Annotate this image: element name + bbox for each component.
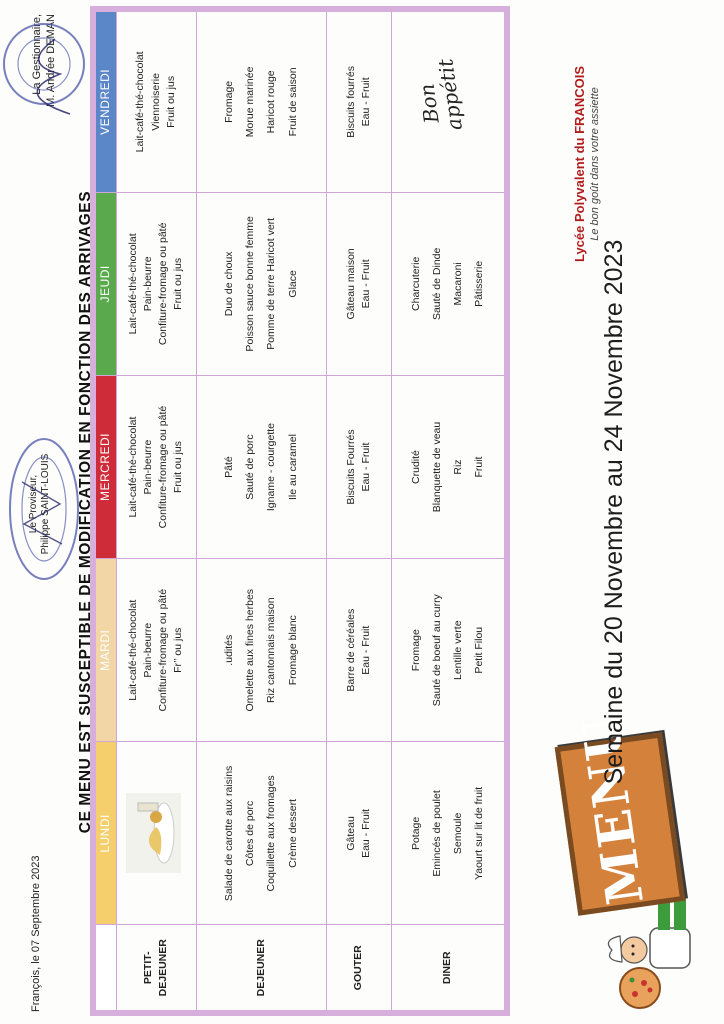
menu-item: Fruit de saison (286, 67, 299, 137)
day-header-jeudi: JEUDI (93, 192, 116, 375)
menu-item: Glace (286, 270, 299, 298)
menu-item: Barre de céréales (344, 608, 357, 692)
menu-item: Fruit (473, 456, 486, 478)
menu-cell (392, 742, 507, 925)
menu-item: Pâté (222, 456, 235, 478)
menu-item: Yaourt sur lit de fruit (473, 786, 486, 880)
table-row (392, 9, 507, 1013)
day-header-mardi: MARDI (93, 559, 116, 742)
menu-item: Eau - Fruit (359, 808, 372, 858)
gestionnaire-name: M. Andrée DEMAN (45, 14, 57, 107)
menu-item: Fromage blanc (286, 615, 299, 686)
proviseur-title: Le Proviseur, (28, 474, 39, 534)
table-row (326, 9, 391, 1013)
menu-cell (196, 192, 326, 375)
menu-item: Pomme de terre Haricot vert (265, 217, 278, 350)
menu-cell (196, 742, 326, 925)
gestionnaire-title: La Gestionnaire, (31, 14, 43, 95)
menu-cell (326, 9, 391, 192)
menu-item: Fromage (409, 629, 422, 672)
menu-item: Coquillette aux fromages (265, 775, 278, 892)
menu-item: Sauté de boeuf au curry (430, 594, 443, 707)
menu-item: Semoule (452, 812, 465, 855)
table-row (196, 9, 326, 1013)
menu-item: Lentille verte (452, 620, 465, 680)
menu-item: Sauté de Dinde (430, 247, 443, 321)
school-name: Lycée Polyvalent du FRANCOIS (572, 66, 587, 263)
school-header (572, 44, 601, 284)
menu-cell (326, 742, 391, 925)
menu-item: Crème dessert (286, 798, 299, 868)
row-label-gouter: GOUTER (326, 925, 391, 1013)
school-stamp-left (4, 434, 84, 584)
menu-item: Lait-café-thé-chocolat (134, 51, 147, 153)
menu-item: Fr’’ ou jus (172, 627, 185, 673)
place-date: François, le 07 Septembre 2023 (30, 855, 42, 1012)
menu-item: Côtes de porc (244, 800, 257, 867)
menu-item: Pâtisserie (473, 260, 486, 307)
menu-item: Emincés de poulet (430, 790, 443, 877)
menu-item: Biscuits fourrés (344, 65, 357, 138)
menu-item: Fruit ou jus (172, 441, 185, 493)
menu-item: Igname - courgette (265, 422, 278, 512)
menu-item: Eau - Fruit (359, 442, 372, 492)
menu-item: Ile au caramel (286, 434, 299, 501)
menu-item: Lait-café-thé-chocolat (126, 416, 139, 518)
menu-item: Eau - Fruit (359, 259, 372, 309)
menu-item: Eau - Fruit (359, 77, 372, 127)
menu-item: Poisson sauce bonne femme (244, 216, 257, 352)
menu-item: Macaroni (452, 262, 465, 306)
menu-item: Potage (409, 816, 422, 851)
menu-item: Fromage (222, 80, 235, 123)
menu-item: Haricot rouge (265, 70, 278, 134)
menu-item: Lait-café-thé-chocolat (126, 599, 139, 701)
menu-item: Charcuterie (409, 256, 422, 311)
menu-item: Blanquette de veau (430, 421, 443, 513)
menu-item: Gâteau maison (344, 248, 357, 320)
bon-appetit-lettering (414, 57, 478, 132)
menu-cell (392, 559, 507, 742)
menu-item: Fruit ou jus (164, 75, 177, 128)
menu-cell (116, 559, 196, 742)
menu-sign-text: MENU (569, 710, 655, 909)
menu-item: Sauté de porc (244, 434, 257, 500)
menu-cell (116, 742, 196, 925)
menu-item: Fruit ou jus (172, 257, 185, 310)
corner-cell (93, 925, 116, 1013)
week-title: Semaine du 20 Novembre au 24 Novembre 2023 (600, 239, 628, 785)
menu-cell (116, 375, 196, 558)
day-header-vendredi: VENDREDI (93, 9, 116, 192)
menu-cell (116, 9, 196, 192)
day-header-mercredi: MERCREDI (93, 375, 116, 558)
menu-item: Riz (452, 459, 465, 475)
bon-appetit-text: Bon appétit (414, 57, 468, 132)
menu-item: Riz cantonnais maison (265, 597, 278, 704)
menu-cell (326, 192, 391, 375)
menu-item: Confiture-fromage ou pâté (157, 222, 170, 346)
menu-item: Confiture-fromage ou pâté (157, 405, 170, 529)
day-header-lundi: LUNDI (93, 742, 116, 925)
row-label-diner: DINER (392, 925, 507, 1013)
menu-item: .udités (222, 634, 235, 666)
menu-item: Duo de choux (222, 251, 235, 317)
breakfast-photo (126, 793, 181, 873)
menu-item: Biscuits Fourrés (344, 429, 357, 505)
day-header-row (93, 9, 116, 1013)
menu-item: Pain-beurre (142, 622, 155, 678)
table-row (116, 9, 196, 1013)
menu-cell (116, 192, 196, 375)
row-label-petit-dejeuner: PETIT-DEJEUNER (116, 925, 196, 1013)
row-label-dejeuner: DEJEUNER (196, 925, 326, 1013)
menu-item: Eau - Fruit (359, 625, 372, 675)
menu-item: Pain-beurre (142, 439, 155, 495)
menu-cell (326, 559, 391, 742)
menu-item: Crudité (409, 450, 422, 484)
menu-cell (392, 192, 507, 375)
menu-item: Omelette aux fines herbes (244, 588, 257, 712)
proviseur-name: Philippe SAINT-LOUIS (40, 453, 51, 555)
menu-cell (196, 559, 326, 742)
menu-item: Viennoiserie (149, 73, 162, 131)
school-tagline: Le bon goût dans votre assiette (589, 87, 601, 241)
menu-item: Pain-beurre (142, 256, 155, 312)
menu-item: Confiture-fromage ou pâté (157, 588, 170, 712)
menu-item: Petit Filou (473, 626, 486, 674)
menu-table (90, 6, 510, 1016)
school-stamp-right (0, 4, 88, 134)
menu-cell (196, 9, 326, 192)
menu-item: Lait-café-thé-chocolat (126, 233, 139, 335)
menu-cell (196, 375, 326, 558)
menu-item: Salade de carotte aux raisins (222, 765, 235, 902)
modification-notice: CE MENU EST SUSCEPTIBLE DE MODIFICATION EN FONCTION DES ARRIVAGES (77, 190, 94, 834)
menu-cell (392, 9, 507, 192)
menu-item: Morue marinée (244, 66, 257, 138)
menu-cell (326, 375, 391, 558)
menu-item: Gâteau (344, 816, 357, 851)
menu-cell (392, 375, 507, 558)
